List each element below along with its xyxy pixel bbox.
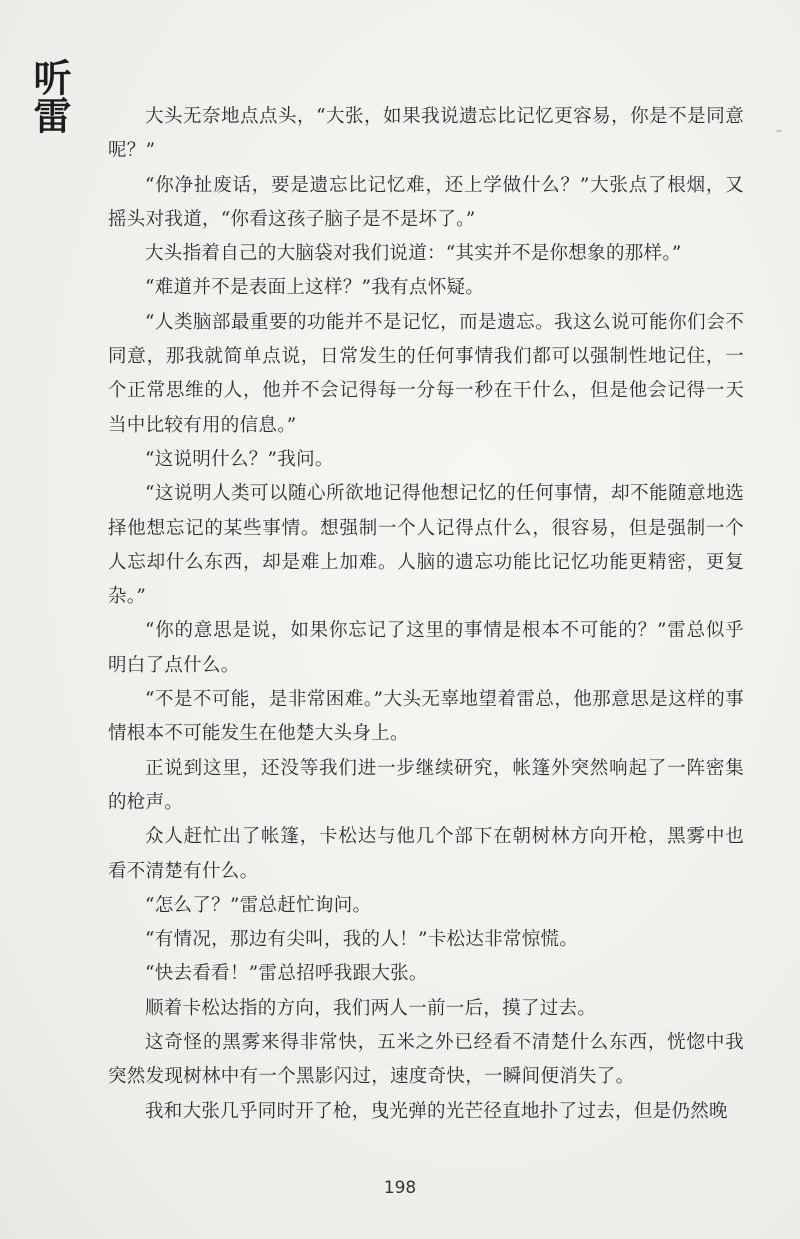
paragraph: “不是不可能，是非常困难。”大头无辜地望着雷总，他那意思是这样的事情根本不可能发生在他楚大头身上。 [108,689,744,745]
paragraph: “怎么了？”雷总赶忙询问。 [145,894,372,916]
page-header-title: 听雷 [27,58,72,134]
margin-mark [776,130,782,132]
paragraph: 大头无奈地点点头，“大张，如果我说遗忘比记忆更容易，你是不是同意呢？” [108,106,744,162]
paragraph: 顺着卡松达指的方向，我们两人一前一后，摸了过去。 [145,997,597,1019]
body-text [108,100,744,1129]
paragraph: “你净扯废话，要是遗忘比记忆难，还上学做什么？”大张点了根烟，又摇头对我道，“你看这孩子脑子是不是坏了。” [108,174,744,230]
paragraph: “这说明人类可以随心所欲地记得他想记忆的任何事情，却不能随意地选择他想忘记的某些事情。想强制一个人记得点什么，很容易，但是强制一个人忘却什么东西，却是难上加难。人脑的遗忘功能比记忆功能更精密，更复杂。” [108,483,744,608]
paragraph: “人类脑部最重要的功能并不是记忆，而是遗忘。我这么说可能你们会不同意，那我就简单点说，日常发生的任何事情我们都可以强制性地记住，一个正常思维的人，他并不会记得每一分每一秒在干什么，但是他会记得一天当中比较有用的信息。” [108,311,744,436]
paragraph: 众人赶忙出了帐篷，卡松达与他几个部下在朝树林方向开枪，黑雾中也看不清楚有什么。 [108,826,744,882]
page-number: 198 [383,1178,417,1198]
paragraph: “你的意思是说，如果你忘记了这里的事情是根本不可能的？”雷总似乎明白了点什么。 [108,620,744,676]
paragraph: 这奇怪的黑雾来得非常快，五米之外已经看不清楚什么东西，恍惚中我突然发现树林中有一个黑影闪过，速度奇快，一瞬间便消失了。 [108,1032,744,1088]
paragraph: 大头指着自己的大脑袋对我们说道：“其实并不是你想象的那样。” [145,243,682,265]
paragraph: “这说明什么？”我问。 [145,448,334,470]
paragraph: “难道并不是表面上这样？”我有点怀疑。 [145,277,485,299]
paragraph: 我和大张几乎同时开了枪，曳光弹的光芒径直地扑了过去，但是仍然晚 [145,1100,728,1122]
paragraph: “有情况，那边有尖叫，我的人！”卡松达非常惊慌。 [145,929,579,951]
paragraph: 正说到这里，还没等我们进一步继续研究，帐篷外突然响起了一阵密集的枪声。 [108,757,744,813]
paragraph: “快去看看！”雷总招呼我跟大张。 [145,963,428,985]
